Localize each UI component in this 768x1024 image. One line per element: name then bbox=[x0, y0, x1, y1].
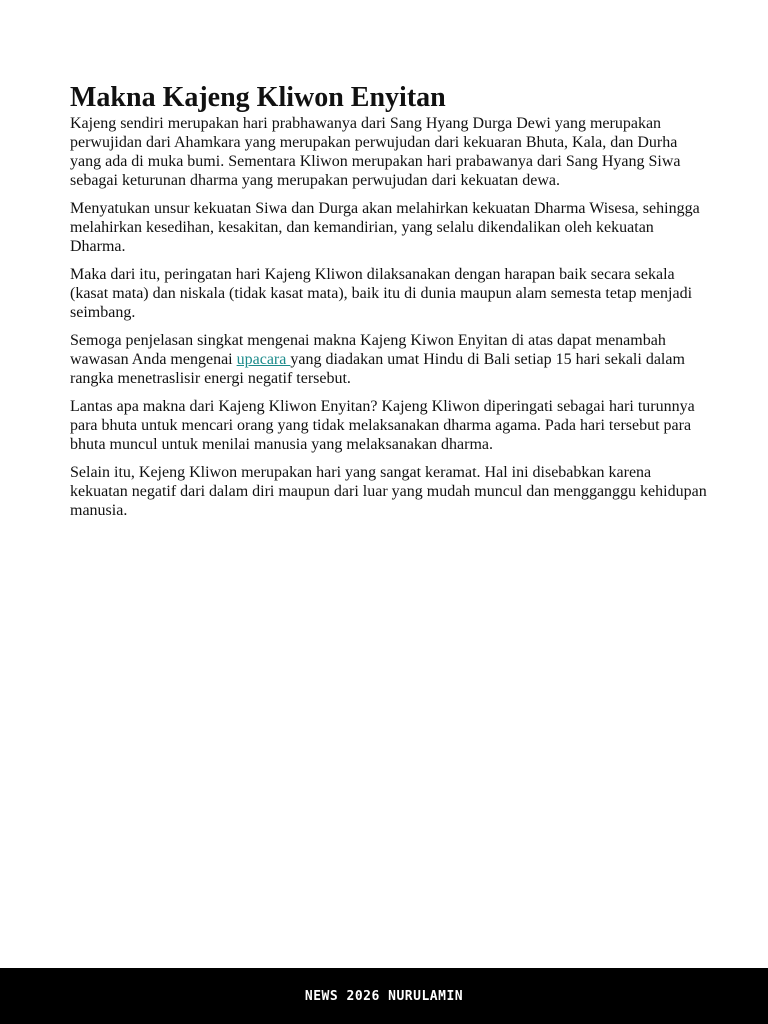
article-paragraph-6: Selain itu, Kejeng Kliwon merupakan hari yang sangat keramat. Hal ini disebabkan karena kekuatan negatif dari dalam diri maupun dari luar yang mudah muncul dan mengganggu kehidupan manusia. bbox=[70, 464, 707, 519]
upacara-link[interactable]: upacara bbox=[236, 351, 291, 368]
paragraph-text-after-link: yang diadakan umat Hindu di Bali setiap 15 hari sekali dalam rangka menetraslisir energi negatif tersebut. bbox=[70, 351, 685, 387]
article-paragraph-4 bbox=[70, 331, 710, 388]
article-paragraph-2: Menyatukan unsur kekuatan Siwa dan Durga akan melahirkan kekuatan Dharma Wisesa, sehingga melahirkan kesedihan, kesakitan, dan kemandirian, yang selalu dikendalikan oleh kekuatan Dharma. bbox=[70, 200, 700, 255]
article-paragraph-3: Maka dari itu, peringatan hari Kajeng Kliwon dilaksanakan dengan harapan baik secara sekala (kasat mata) dan niskala (tidak kasat mata), baik itu di dunia maupun alam semesta tetap menjadi seimbang. bbox=[70, 266, 693, 321]
footer-bar bbox=[0, 968, 768, 1024]
article-paragraph-5: Lantas apa makna dari Kajeng Kliwon Enyitan? Kajeng Kliwon diperingati sebagai hari turunnya para bhuta untuk mencari orang yang tidak melaksanakan dharma agama. Pada hari tersebut para bhuta muncul untuk menilai manusia yang melaksanakan dharma. bbox=[70, 398, 695, 453]
article bbox=[70, 82, 710, 529]
paragraph-text-before-link: Semoga penjelasan singkat mengenai makna Kajeng Kiwon Enyitan di atas dapat menambah wawasan Anda mengenai bbox=[70, 332, 666, 368]
article-title: Makna Kajeng Kliwon Enyitan bbox=[70, 82, 446, 113]
footer-text: NEWS 2026 NURULAMIN bbox=[304, 988, 464, 1004]
article-paragraph-1: Kajeng sendiri merupakan hari prabhawanya dari Sang Hyang Durga Dewi yang merupakan perwujidan dari Ahamkara yang merupakan perwujudan dari kekuaran Bhuta, Kala, dan Durha yang ada di muka bumi. Sementara Kliwon merupakan hari prabawanya dari Sang Hyang Siwa sebagai keturunan dharma yang merupakan perwujudan dari kekuatan dewa. bbox=[70, 115, 681, 189]
